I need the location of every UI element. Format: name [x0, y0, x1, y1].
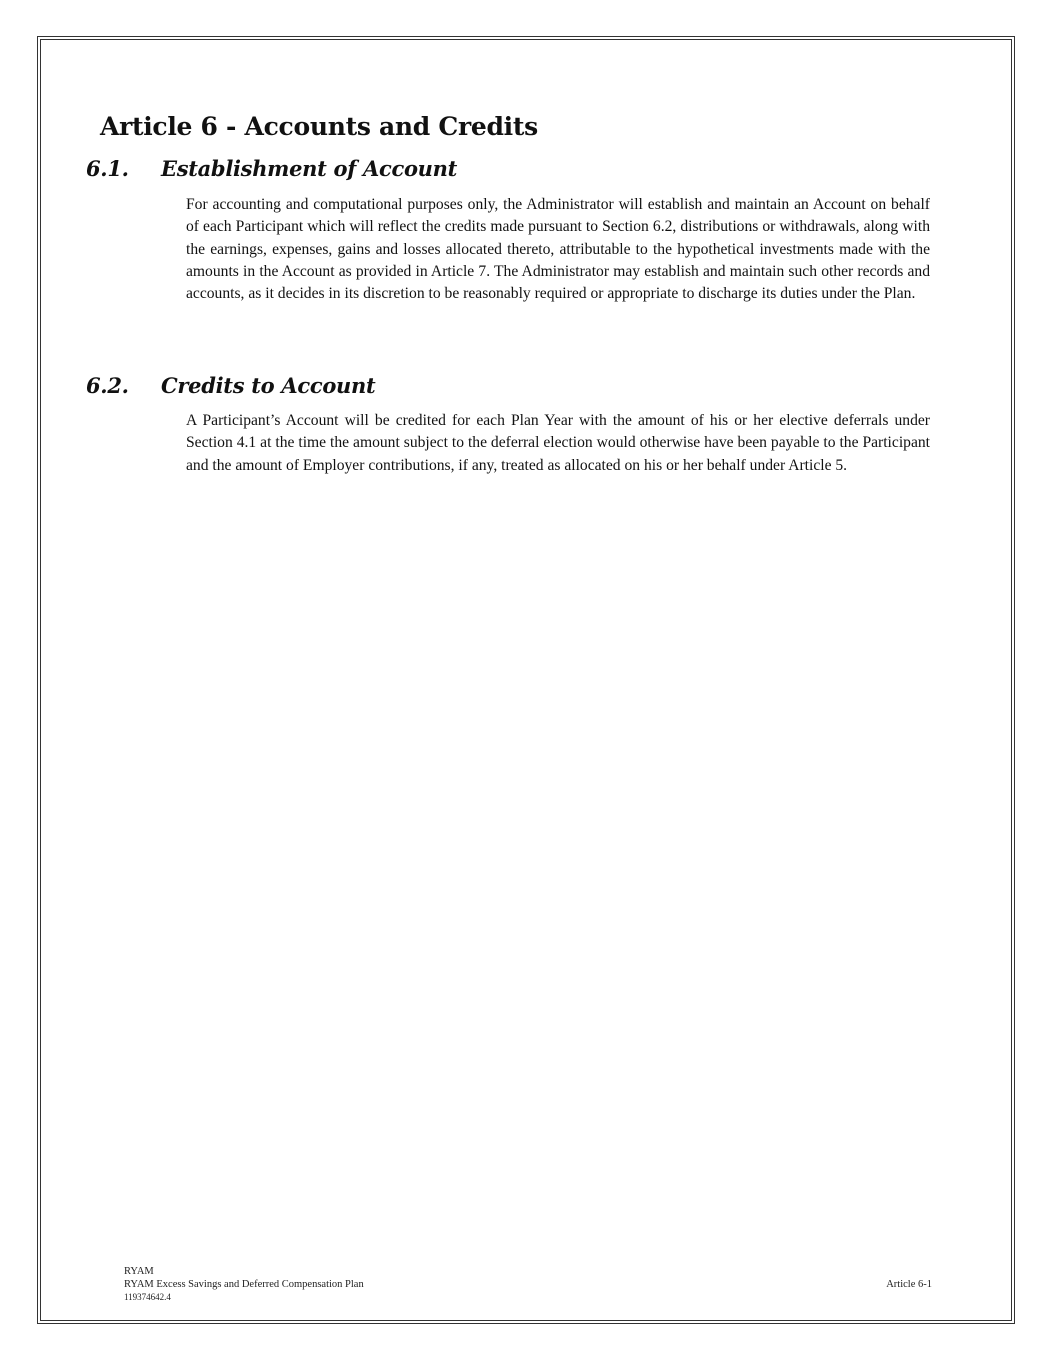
footer-page-label: Article 6-1	[886, 1279, 932, 1290]
section-number: 6.2.	[86, 373, 129, 398]
article-title: Article 6 - Accounts and Credits	[100, 112, 538, 141]
section-heading-6-1	[86, 156, 457, 181]
footer-plan-name: RYAM Excess Savings and Deferred Compensation Plan	[124, 1279, 364, 1290]
section-title: Credits to Account	[161, 373, 376, 398]
footer-doc-id: 119374642.4	[124, 1292, 171, 1302]
page-footer	[124, 1265, 932, 1304]
section-heading-6-2	[86, 373, 375, 398]
section-body-6-1: For accounting and computational purposes only, the Administrator will establish and maintain an Account on behalf of each Participant which will reflect the credits made pursuant to Section 6.2, distributions or withdrawals, along with the earnings, expenses, gains and losses allocated thereto, attributable to the hypothetical investments made with the amounts in the Account as provided in Article 7. The Administrator may establish and maintain such other records and accounts, as it decides in its discretion to be reasonably required or appropriate to discharge its duties under the Plan.	[186, 196, 930, 303]
footer-company: RYAM	[124, 1266, 154, 1277]
section-number: 6.1.	[86, 156, 129, 181]
section-body-6-2: A Participant’s Account will be credited for each Plan Year with the amount of his or her elective deferrals under Section 4.1 at the time the amount subject to the deferral election would otherwise have been payable to the Participant and the amount of Employer contributions, if any, treated as allocated on his or her behalf under Article 5.	[186, 412, 930, 474]
section-title: Establishment of Account	[161, 156, 457, 181]
